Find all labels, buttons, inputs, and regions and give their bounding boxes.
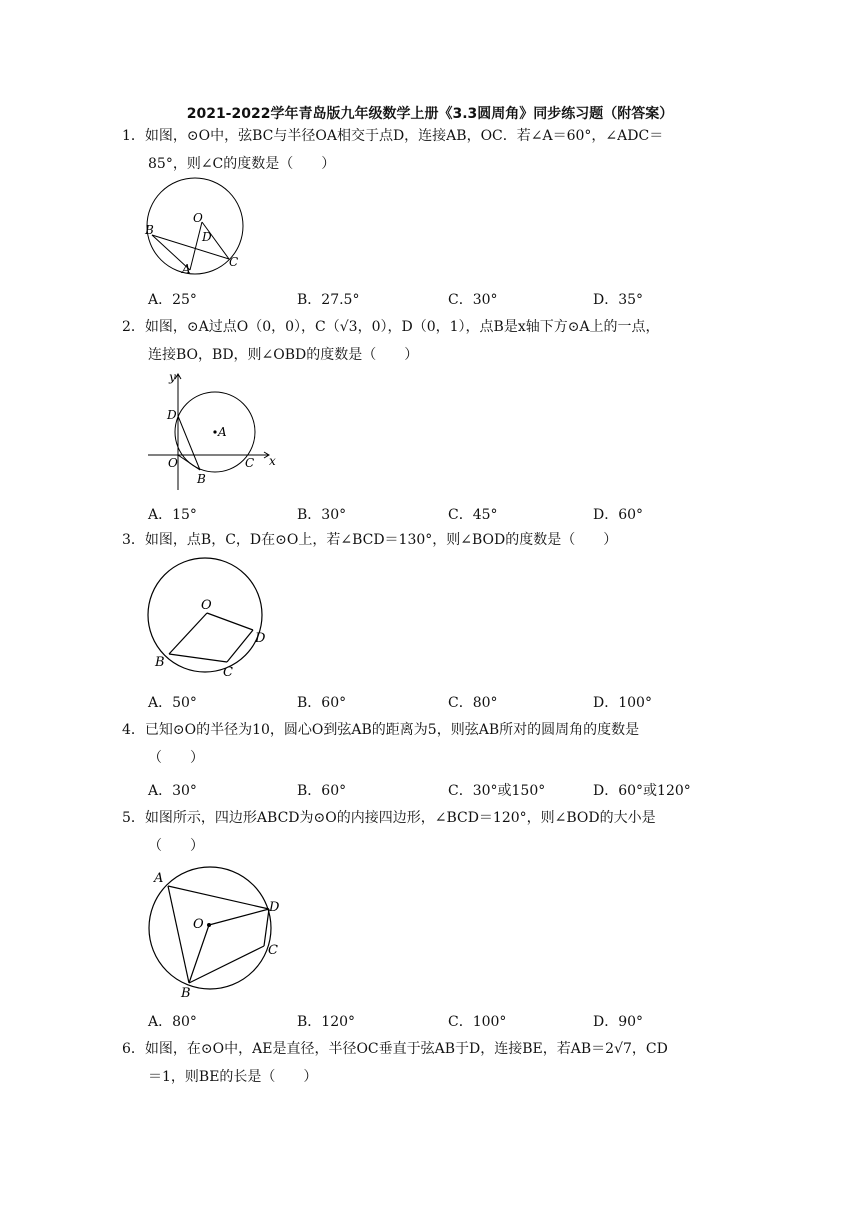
question-2-line-1: 2．如图，⊙A过点O（0，0），C（√3，0），D（0，1），点B是x轴下方⊙A上的一点， — [122, 319, 660, 335]
question-6-line-2: ＝1，则BE的长是（ ） — [148, 1069, 318, 1085]
question-2-line-2: 连接BO，BD，则∠OBD的度数是（ ） — [148, 347, 419, 363]
figure-q1 — [140, 178, 280, 278]
label-b: B — [197, 472, 206, 486]
figure-q2 — [145, 372, 285, 492]
q2-option-c: C．45° — [448, 507, 498, 523]
question-4-line-2: （ ） — [148, 750, 204, 766]
figure-q5 — [145, 863, 285, 1003]
question-5-line-2: （ ） — [148, 838, 204, 854]
label-d: D — [255, 631, 266, 646]
question-4-line-1: 4．已知⊙O的半径为10，圆心O到弦AB的距离为5，则弦AB所对的圆周角的度数是 — [122, 722, 640, 738]
q2-option-d: D．60° — [593, 507, 644, 523]
label-b: B — [181, 986, 191, 1001]
label-d: D — [202, 230, 212, 244]
question-5-line-1: 5．如图所示，四边形ABCD为⊙O的内接四边形，∠BCD＝120°，则∠BOD的大小是 — [122, 810, 656, 826]
q3-option-b: B．60° — [297, 695, 347, 711]
q5-option-a: A．80° — [148, 1014, 197, 1030]
label-o: O — [201, 598, 212, 613]
label-c: C — [245, 456, 255, 470]
question-1-line-2: 85°，则∠C的度数是（ ） — [148, 156, 336, 172]
q5-option-b: B．120° — [297, 1014, 356, 1030]
q3-option-d: D．100° — [593, 695, 652, 711]
q1-option-c: C．30° — [448, 292, 498, 308]
figure-q3 — [145, 555, 285, 685]
q4-option-d: D．60°或120° — [593, 783, 691, 799]
label-c: C — [229, 255, 239, 269]
page-title: 2021-2022学年青岛版九年级数学上册《3.3圆周角》同步练习题（附答案） — [186, 106, 674, 122]
q3-option-a: A．50° — [148, 695, 197, 711]
q4-option-b: B．60° — [297, 783, 347, 799]
q1-option-a: A．25° — [148, 292, 197, 308]
label-b: B — [145, 223, 154, 237]
question-1-line-1: 1．如图，⊙O中，弦BC与半径OA相交于点D，连接AB，OC．若∠A＝60°，∠ADC＝ — [122, 128, 664, 144]
label-a: A — [154, 871, 164, 886]
label-c: C — [268, 943, 278, 958]
label-b: B — [155, 655, 165, 670]
label-d: D — [269, 900, 280, 915]
label-a: A — [218, 425, 227, 439]
q2-option-b: B．30° — [297, 507, 347, 523]
label-d: D — [167, 408, 177, 422]
q2-option-a: A．15° — [148, 507, 197, 523]
question-6-line-1: 6．如图，在⊙O中，AE是直径，半径OC垂直于弦AB于D，连接BE，若AB＝2√7，CD — [122, 1041, 668, 1057]
label-c: C — [223, 665, 233, 680]
label-o: O — [168, 456, 178, 470]
q5-option-c: C．100° — [448, 1014, 507, 1030]
label-a: A — [182, 262, 191, 276]
label-o: O — [193, 211, 203, 225]
q5-option-d: D．90° — [593, 1014, 644, 1030]
q1-option-d: D．35° — [593, 292, 644, 308]
q3-option-c: C．80° — [448, 695, 498, 711]
label-x-axis: x — [269, 454, 276, 468]
label-o: O — [193, 917, 204, 932]
label-y-axis: y — [169, 370, 176, 384]
q4-option-c: C．30°或150° — [448, 783, 546, 799]
q4-option-a: A．30° — [148, 783, 197, 799]
q1-option-b: B．27.5° — [297, 292, 360, 308]
question-3-line-1: 3．如图，点B，C，D在⊙O上，若∠BCD＝130°，则∠BOD的度数是（ ） — [122, 532, 618, 548]
